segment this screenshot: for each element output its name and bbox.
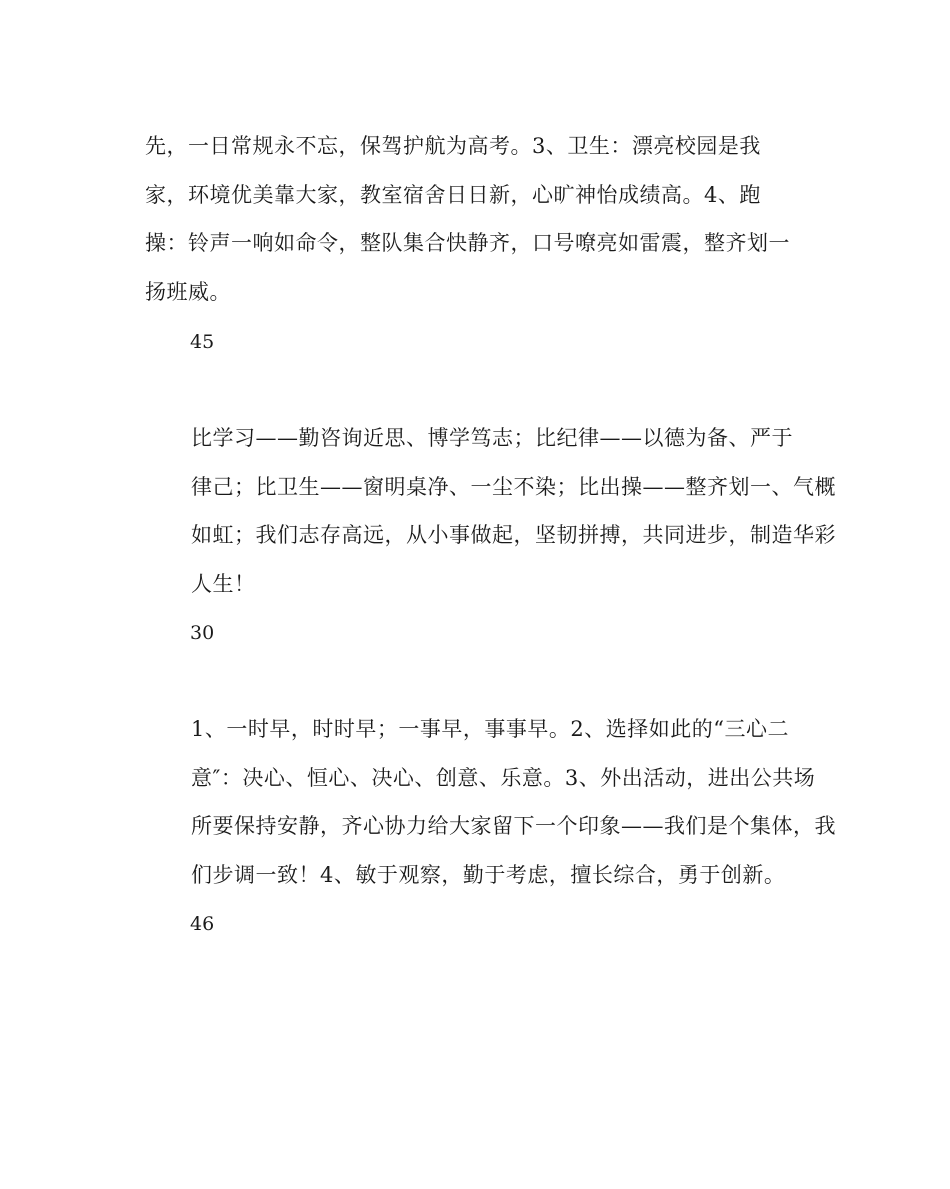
text-line: 意″：决心、恒心、决心、创意、乐意。3、外出活动，进出公共场: [191, 765, 816, 790]
text-line: 如虹；我们志存高远，从小事做起，坚韧拼搏，共同进步，制造华彩: [191, 523, 836, 547]
item-number: 46: [190, 913, 215, 935]
text-line: 所要保持安静，齐心协力给大家留下一个印象——我们是个集体，我: [191, 814, 836, 838]
text-line: 操：铃声一响如命令，整队集合快静齐，口号嘹亮如雷震，整齐划一: [145, 231, 790, 255]
text-line: 比学习——勤咨询近思、博学笃志；比纪律——以德为备、严于: [191, 426, 793, 450]
paragraph-hygiene-running: [145, 122, 807, 316]
text-line: 先，一日常规永不忘，保驾护航为高考。3、卫生：漂亮校园是我: [145, 134, 761, 158]
paragraph-comparisons: [145, 414, 836, 608]
item-number: 45: [190, 331, 215, 353]
paragraph-early-rules: [145, 705, 836, 899]
text-line: 家，环境优美靠大家，教室宿舍日日新，心旷神怡成绩高。4、跑: [145, 182, 761, 207]
text-line: 扬班威。: [145, 279, 231, 304]
text-line: 1、一时早，时时早；一事早，事事早。2、选择如此的“三心二: [191, 717, 789, 741]
text-line: 人生！: [191, 571, 256, 596]
item-number: 30: [190, 622, 215, 644]
text-line: 们步调一致！4、敏于观察，勤于考虑，擅长综合，勇于创新。: [191, 862, 786, 887]
text-line: 律己；比卫生——窗明桌净、一尘不染；比出操——整齐划一、气概: [191, 474, 836, 499]
